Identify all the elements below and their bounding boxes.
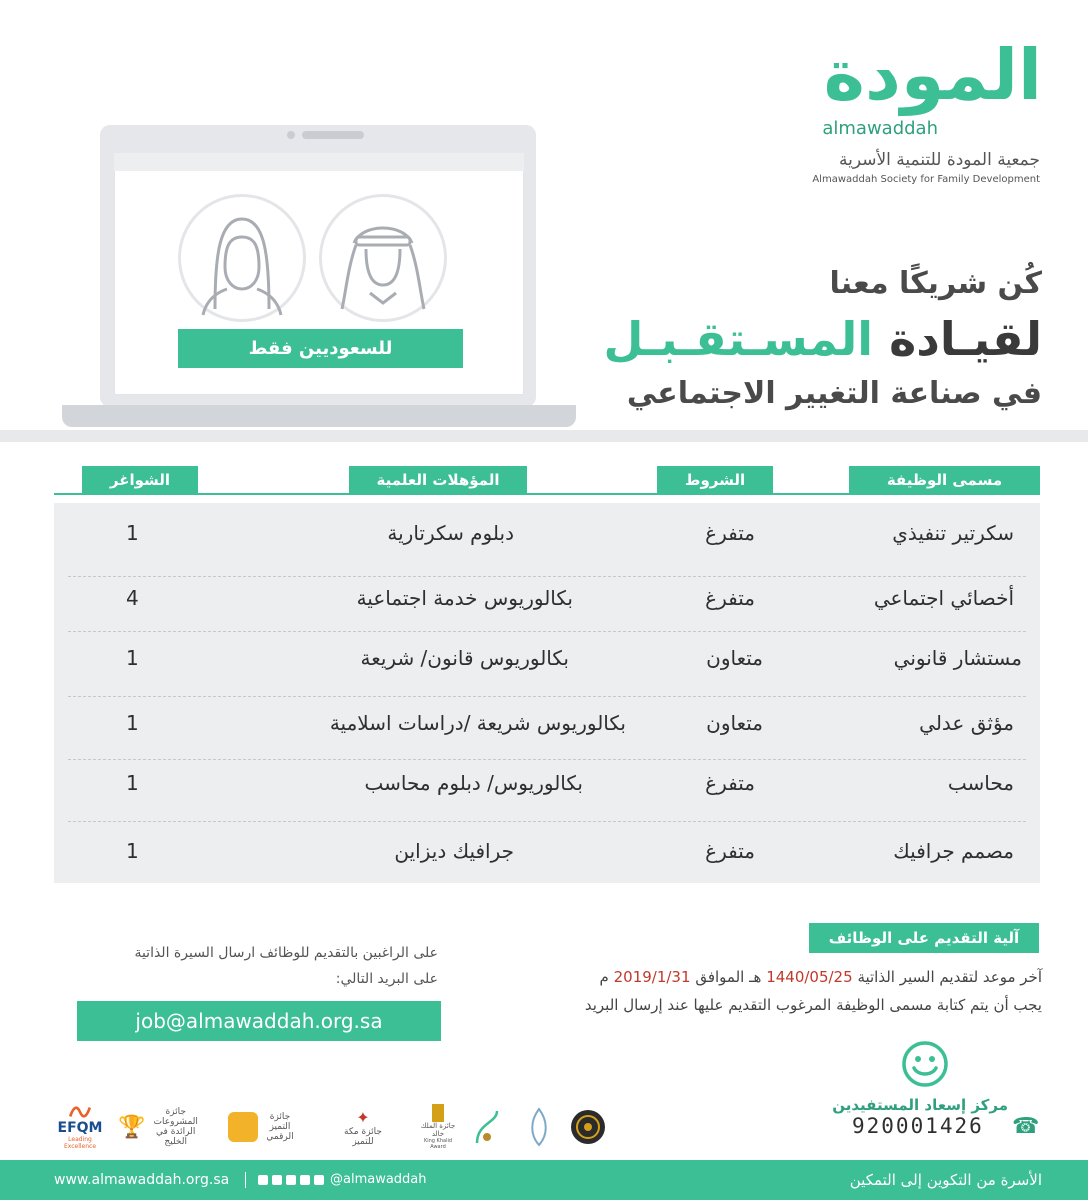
deadline-prefix: آخر موعد لتقديم السير الذاتية (857, 968, 1042, 986)
smile-icon (901, 1040, 949, 1088)
email-instructions (38, 940, 438, 992)
job-condition: متفرغ (705, 586, 755, 610)
digital-award-logo (226, 1104, 304, 1150)
header-underline (54, 493, 1040, 495)
king-khalid-text: جائزة الملك خالد (420, 1122, 456, 1138)
saudi-only-badge: للسعوديين فقط (178, 329, 463, 368)
job-title: سكرتير تنفيذي (892, 521, 1014, 545)
gregorian-suffix: م (599, 968, 609, 986)
king-khalid-icon (432, 1104, 444, 1122)
apply-header: آلية التقديم على الوظائف (809, 923, 1039, 953)
gulf-award-logo (118, 1104, 206, 1150)
job-email-link[interactable]: job@almawaddah.org.sa (77, 1001, 441, 1041)
headline-line1: كُن شريكًا معنا (829, 266, 1042, 301)
email-instructions-line2: على البريد التالي: (335, 971, 438, 987)
gulf-award-text: جائزة المشروعات الرائدة في الخليج (153, 1107, 198, 1147)
society-name-ar: جمعية المودة للتنمية الأسرية (838, 150, 1040, 170)
phone-number[interactable]: 920001426 (852, 1114, 984, 1138)
job-vacancies: 1 (126, 521, 139, 545)
headline-line2-accent: المسـتقـبـل (603, 312, 874, 366)
footer-divider (245, 1172, 246, 1188)
makkah-award-icon: ✦ (356, 1107, 370, 1127)
job-qualification: بكالوريوس/ دبلوم محاسب (364, 771, 583, 795)
headline-line2-prefix: لقيـادة (873, 312, 1042, 366)
job-title: مؤثق عدلي (919, 711, 1014, 735)
job-vacancies: 1 (126, 646, 139, 670)
trophy-icon: 🏆 (118, 1114, 146, 1140)
job-vacancies: 1 (126, 771, 139, 795)
efqm-logo (54, 1104, 106, 1150)
laptop-speaker (302, 131, 364, 139)
job-title: أخصائي اجتماعي (873, 586, 1014, 610)
king-khalid-award-logo (418, 1104, 458, 1150)
footer-website-link[interactable]: www.almawaddah.org.sa (54, 1172, 230, 1188)
job-title: مستشار قانوني (893, 646, 1022, 670)
beneficiaries-center-label: مركز إسعاد المستفيدين (832, 1096, 1008, 1114)
woman-avatar-icon (178, 194, 306, 322)
job-qualification: بكالوريوس قانون/ شريعة (360, 646, 569, 670)
hijri-suffix: هـ الموافق (695, 968, 762, 986)
king-khalid-text-en: King Khalid Award (423, 1138, 453, 1150)
youtube-icon[interactable] (300, 1175, 310, 1185)
partner-seal-logo (568, 1104, 608, 1150)
job-title: محاسب (947, 771, 1014, 795)
job-condition: متفرغ (705, 839, 755, 863)
job-condition: متعاون (706, 711, 763, 735)
header-qualifications: المؤهلات العلمية (349, 466, 527, 494)
man-avatar-icon (319, 194, 447, 322)
society-name-en: Almawaddah Society for Family Development (812, 174, 1040, 185)
section-divider (0, 430, 1088, 442)
apply-note: يجب أن يتم كتابة مسمى الوظيفة المرغوب التقديم عليها عند إرسال البريد (584, 996, 1042, 1014)
snapchat-icon[interactable] (314, 1175, 324, 1185)
efqm-subtext: Leading Excellence (63, 1136, 97, 1150)
footer-social-handle[interactable]: @almawaddah (330, 1172, 427, 1187)
laptop-camera (287, 131, 295, 139)
job-condition: متفرغ (705, 521, 755, 545)
headline-line2 (603, 312, 1042, 366)
logo-arabic: المودة (823, 34, 1042, 116)
partner-logo-2 (524, 1104, 554, 1150)
twitter-icon[interactable] (258, 1175, 268, 1185)
deadline-gregorian: 2019/1/31 (613, 968, 691, 986)
deadline-hijri: 1440/05/25 (766, 968, 853, 986)
job-qualification: بكالوريوس خدمة اجتماعية (356, 586, 573, 610)
makkah-award-logo (332, 1104, 394, 1150)
header-vacancies: الشواغر (82, 466, 198, 494)
header-job-title: مسمى الوظيفة (849, 466, 1040, 494)
efqm-text: EFQM (57, 1120, 103, 1136)
job-qualification: جرافيك ديزاين (394, 839, 514, 863)
header-conditions: الشروط (657, 466, 773, 494)
row-separator (68, 696, 1026, 697)
row-separator (68, 576, 1026, 577)
email-instructions-line1: على الراغبين بالتقديم للوظائف ارسال السيرة الذاتية (134, 945, 438, 961)
row-separator (68, 631, 1026, 632)
facebook-icon[interactable] (272, 1175, 282, 1185)
partner-logo-1 (472, 1104, 502, 1150)
headline-line3: في صناعة التغيير الاجتماعي (626, 376, 1042, 411)
logo-latin: almawaddah (822, 118, 938, 139)
jobs-table (54, 503, 1040, 883)
row-separator (68, 821, 1026, 822)
footer-slogan: الأسرة من التكوين إلى التمكين (849, 1171, 1042, 1189)
job-condition: متفرغ (705, 771, 755, 795)
row-separator (68, 759, 1026, 760)
job-title: مصمم جرافيك (893, 839, 1014, 863)
job-qualification: بكالوريوس شريعة /دراسات اسلامية (329, 711, 626, 735)
job-vacancies: 1 (126, 839, 139, 863)
digital-award-text: جائزة التميز الرقمي (266, 1112, 294, 1142)
job-qualification: دبلوم سكرتارية (387, 521, 514, 545)
job-condition: متعاون (706, 646, 763, 670)
laptop-display-bar (114, 153, 524, 171)
job-vacancies: 1 (126, 711, 139, 735)
makkah-award-text: جائزة مكة للتميز (344, 1126, 382, 1147)
instagram-icon[interactable] (286, 1175, 296, 1185)
digital-award-icon (228, 1112, 258, 1142)
laptop-base (62, 405, 576, 427)
job-vacancies: 4 (126, 586, 139, 610)
phone-icon: ☎ (1012, 1114, 1040, 1139)
deadline-line (600, 968, 1042, 986)
